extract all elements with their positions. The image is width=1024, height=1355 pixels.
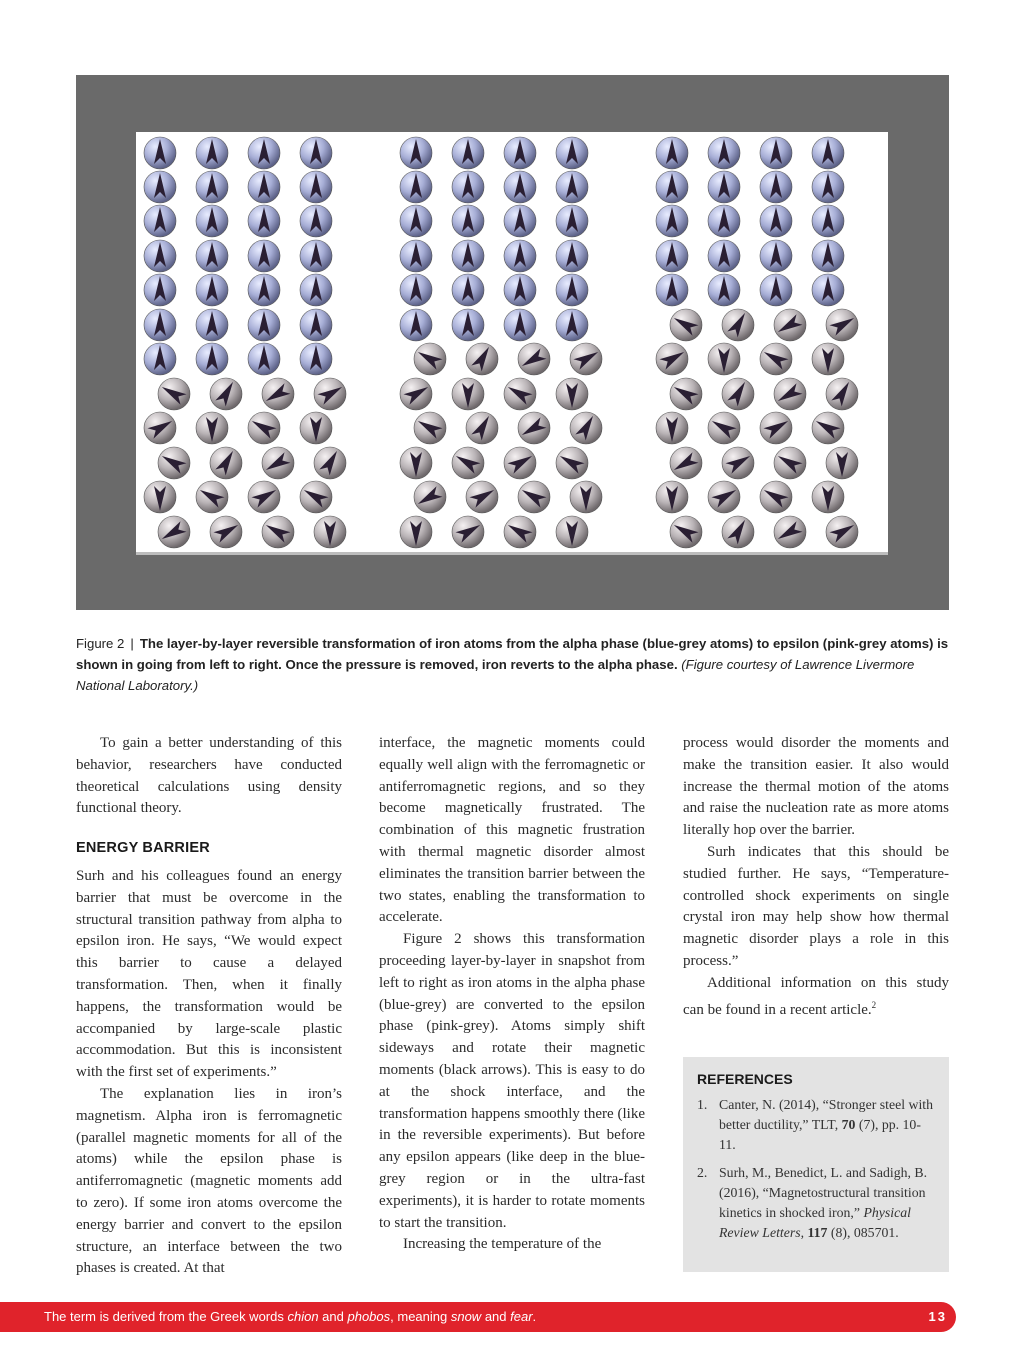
epsilon-iron-atom [556,378,588,410]
figure-label: Figure 2 [76,636,125,651]
epsilon-iron-atom [774,309,806,341]
epsilon-iron-atom [812,481,844,513]
epsilon-iron-atom [210,378,242,410]
column-3 [683,733,949,1021]
alpha-iron-atom [760,171,792,203]
footnote-ref: 2 [871,999,877,1010]
reference-part: (7), pp. 10-11. [719,1117,921,1152]
alpha-iron-atom [248,274,280,306]
epsilon-iron-atom [504,516,536,548]
epsilon-iron-atom [826,378,858,410]
epsilon-iron-atom [314,447,346,479]
alpha-iron-atom [504,137,536,169]
footer-bar [0,1302,956,1332]
epsilon-iron-atom [708,412,740,444]
alpha-iron-atom [708,137,740,169]
alpha-iron-atom [708,205,740,237]
figure-caption [76,633,952,696]
epsilon-iron-atom [158,378,190,410]
epsilon-iron-atom [452,516,484,548]
column-2 [379,733,645,1256]
reference-part: Canter, N. (2014), “Stronger steel with better ductility,” TLT, [719,1097,934,1132]
paragraph: The explanation lies in iron’s magnetism. Alpha iron is ferromagnetic (parallel magnetic moments for all of the atoms) while the epsilon phase is antiferromagnetic (magnetic moments add to zero). If some iron atoms overcome the energy barrier and convert to the epsilon structure, an interface between the two phases is created. At that [76,1085,342,1277]
epsilon-iron-atom [518,343,550,375]
alpha-iron-atom [656,274,688,306]
section-heading: ENERGY BARRIER [76,840,210,857]
epsilon-iron-atom [466,343,498,375]
iron-atoms-illustration [136,132,888,552]
alpha-iron-atom [400,309,432,341]
epsilon-iron-atom [314,516,346,548]
epsilon-iron-atom [708,343,740,375]
epsilon-iron-atom [210,447,242,479]
alpha-iron-atom [300,137,332,169]
epsilon-iron-atom [400,516,432,548]
epsilon-iron-atom [300,412,332,444]
epsilon-iron-atom [812,343,844,375]
alpha-iron-atom [452,274,484,306]
alpha-iron-atom [656,171,688,203]
epsilon-iron-atom [466,481,498,513]
epsilon-iron-atom [774,447,806,479]
epsilon-iron-atom [826,516,858,548]
references-box [683,1057,949,1272]
epsilon-iron-atom [314,378,346,410]
alpha-iron-atom [556,309,588,341]
alpha-iron-atom [248,171,280,203]
footer-text: and [481,1309,511,1324]
alpha-iron-atom [452,240,484,272]
alpha-iron-atom [556,205,588,237]
epsilon-iron-atom [774,516,806,548]
reference-text [719,1095,935,1155]
alpha-iron-atom [812,205,844,237]
epsilon-iron-atom [196,481,228,513]
alpha-iron-atom [400,137,432,169]
epsilon-iron-atom [414,481,446,513]
epsilon-iron-atom [556,516,588,548]
epsilon-iron-atom [722,309,754,341]
epsilon-iron-atom [656,481,688,513]
epsilon-iron-atom [570,412,602,444]
alpha-iron-atom [760,205,792,237]
alpha-iron-atom [248,205,280,237]
reference-number: 1. [697,1097,708,1112]
epsilon-iron-atom [158,516,190,548]
alpha-iron-atom [760,137,792,169]
alpha-iron-atom [656,205,688,237]
alpha-iron-atom [196,309,228,341]
alpha-iron-atom [556,137,588,169]
alpha-iron-atom [300,240,332,272]
epsilon-iron-atom [400,447,432,479]
paragraph [683,973,949,1022]
epsilon-iron-atom [826,309,858,341]
alpha-iron-atom [760,240,792,272]
epsilon-iron-atom [722,516,754,548]
alpha-iron-atom [248,137,280,169]
figure-frame [76,75,949,610]
epsilon-iron-atom [196,412,228,444]
epsilon-iron-atom [518,481,550,513]
alpha-iron-atom [300,343,332,375]
figure-image [136,132,888,555]
alpha-iron-atom [708,171,740,203]
epsilon-iron-atom [248,481,280,513]
epsilon-iron-atom [760,343,792,375]
alpha-iron-atom [300,171,332,203]
epsilon-iron-atom [414,412,446,444]
footer-text: , meaning [390,1309,451,1324]
page-number: 13 [928,1309,947,1324]
alpha-iron-atom [812,240,844,272]
epsilon-iron-atom [300,481,332,513]
alpha-iron-atom [144,274,176,306]
epsilon-iron-atom [466,412,498,444]
reference-volume: 70 [841,1117,856,1132]
epsilon-iron-atom [812,412,844,444]
epsilon-iron-atom [760,481,792,513]
alpha-iron-atom [556,274,588,306]
alpha-iron-atom [812,137,844,169]
alpha-iron-atom [248,343,280,375]
alpha-iron-atom [452,137,484,169]
alpha-iron-atom [452,309,484,341]
epsilon-iron-atom [144,481,176,513]
alpha-iron-atom [196,205,228,237]
epsilon-iron-atom [774,378,806,410]
epsilon-iron-atom [262,378,294,410]
footer-text: . [532,1309,537,1324]
alpha-iron-atom [812,171,844,203]
footer-word: chion [287,1309,319,1324]
alpha-iron-atom [656,137,688,169]
paragraph: Figure 2 shows this transformation proceeding layer-by-layer in snapshot from left to right as iron atoms in the alpha phase (blue-grey) are converted to the epsilon phase (pink-grey). Atoms simply shift sideways and rotate their magnetic moments (black arrows). This is easy to do at the shock interface, and the transformation happens smoothly there (like in the reversible experiments). But before any epsilon appears (like deep in the blue-grey region or in the ultra-fast experiments), it is harder to rotate moments to start the transition. [379,931,645,1231]
paragraph: Increasing the temperature of the [403,1236,602,1253]
footer-word: phobos [347,1309,391,1324]
alpha-iron-atom [248,240,280,272]
alpha-iron-atom [504,205,536,237]
alpha-iron-atom [300,274,332,306]
reference-part: , [800,1225,808,1240]
epsilon-iron-atom [210,516,242,548]
alpha-iron-atom [248,309,280,341]
alpha-iron-atom [300,205,332,237]
caption-separator: | [130,636,134,651]
alpha-iron-atom [144,343,176,375]
reference-item [697,1163,935,1243]
paragraph: Surh indicates that this should be studied further. He says, “Temperature-controlled shock experiments on single crystal iron may help show how thermal magnetic disorder plays a role in this process.” [683,843,949,969]
epsilon-iron-atom [144,412,176,444]
epsilon-iron-atom [760,412,792,444]
alpha-iron-atom [504,171,536,203]
alpha-iron-atom [400,240,432,272]
alpha-iron-atom [452,171,484,203]
caption-credit: (Figure courtesy of Lawrence Livermore National Laboratory.) [76,657,915,693]
epsilon-iron-atom [262,516,294,548]
epsilon-iron-atom [452,447,484,479]
alpha-iron-atom [144,205,176,237]
epsilon-iron-atom [656,412,688,444]
epsilon-iron-atom [262,447,294,479]
epsilon-iron-atom [414,343,446,375]
alpha-iron-atom [144,171,176,203]
epsilon-iron-atom [518,412,550,444]
alpha-iron-atom [504,240,536,272]
alpha-iron-atom [400,274,432,306]
alpha-iron-atom [708,240,740,272]
alpha-iron-atom [760,274,792,306]
alpha-iron-atom [400,171,432,203]
footer-text: and [318,1309,348,1324]
epsilon-iron-atom [826,447,858,479]
alpha-iron-atom [196,240,228,272]
epsilon-iron-atom [722,378,754,410]
epsilon-iron-atom [570,343,602,375]
alpha-iron-atom [812,274,844,306]
alpha-iron-atom [708,274,740,306]
epsilon-iron-atom [670,378,702,410]
epsilon-iron-atom [556,447,588,479]
epsilon-iron-atom [570,481,602,513]
epsilon-iron-atom [670,447,702,479]
alpha-iron-atom [196,137,228,169]
footer-text: The term is derived from the Greek words [44,1309,288,1324]
epsilon-iron-atom [504,378,536,410]
paragraph: Surh and his colleagues found an energy barrier that must be overcome in the structural transition pathway from alpha to epsilon iron. He says, “We would expect this barrier to cause a delayed transformation. Then, when it finally happens, the transformation would be accompanied by large-scale plastic accommodation. But this is inconsistent with the first set of experiments.” [76,867,342,1081]
paragraph: interface, the magnetic moments could equally well align with the ferromagnetic or antiferromagnetic regions, and so they become magnetically frustrated. The combination of this magnetic frustration with thermal magnetic disorder almost eliminates the transition barrier between the two states, enabling the transformation to accelerate. [379,735,645,926]
references-heading: REFERENCES [697,1071,793,1087]
reference-part: (8), 085701. [827,1225,899,1240]
reference-volume: 117 [807,1225,828,1240]
footer-word: fear [510,1309,533,1324]
epsilon-iron-atom [452,378,484,410]
epsilon-iron-atom [248,412,280,444]
reference-part: Surh, M., Benedict, L. and Sadigh, B. (2016), “Magnetostructural transition kinetics in shocked iron,” [719,1165,928,1220]
alpha-iron-atom [556,240,588,272]
alpha-iron-atom [400,205,432,237]
caption-text: The layer-by-layer reversible transformation of iron atoms from the alpha phase (blue-grey atoms) to epsilon (pink-grey atoms) is shown in going from left to right. Once the pressure is removed, iron reverts to the alpha phase. [76,636,949,672]
alpha-iron-atom [300,309,332,341]
paragraph: To gain a better understanding of this behavior, researchers have conducted theoretical calculations using density functional theory. [76,735,342,817]
alpha-iron-atom [656,240,688,272]
paragraph-text: Additional information on this study can be found in a recent article. [683,974,949,1018]
epsilon-iron-atom [504,447,536,479]
epsilon-iron-atom [400,378,432,410]
alpha-iron-atom [452,205,484,237]
column-1 [76,733,342,1280]
alpha-iron-atom [196,343,228,375]
epsilon-iron-atom [670,309,702,341]
alpha-iron-atom [504,274,536,306]
paragraph: process would disorder the moments and make the transition easier. It also would increase the thermal motion of the atoms and raise the nucleation rate as more atoms literally hop over the barrier. [683,735,949,839]
reference-journal: Physical Review Letters [719,1205,911,1240]
alpha-iron-atom [196,171,228,203]
alpha-iron-atom [504,309,536,341]
alpha-iron-atom [556,171,588,203]
reference-item [697,1095,935,1155]
alpha-iron-atom [144,240,176,272]
reference-text [719,1163,935,1243]
epsilon-iron-atom [656,343,688,375]
footer-word: snow [450,1309,482,1324]
epsilon-iron-atom [722,447,754,479]
alpha-iron-atom [144,309,176,341]
alpha-iron-atom [144,137,176,169]
epsilon-iron-atom [670,516,702,548]
footer-note [44,1309,536,1324]
reference-number: 2. [697,1165,708,1180]
alpha-iron-atom [196,274,228,306]
epsilon-iron-atom [708,481,740,513]
epsilon-iron-atom [158,447,190,479]
